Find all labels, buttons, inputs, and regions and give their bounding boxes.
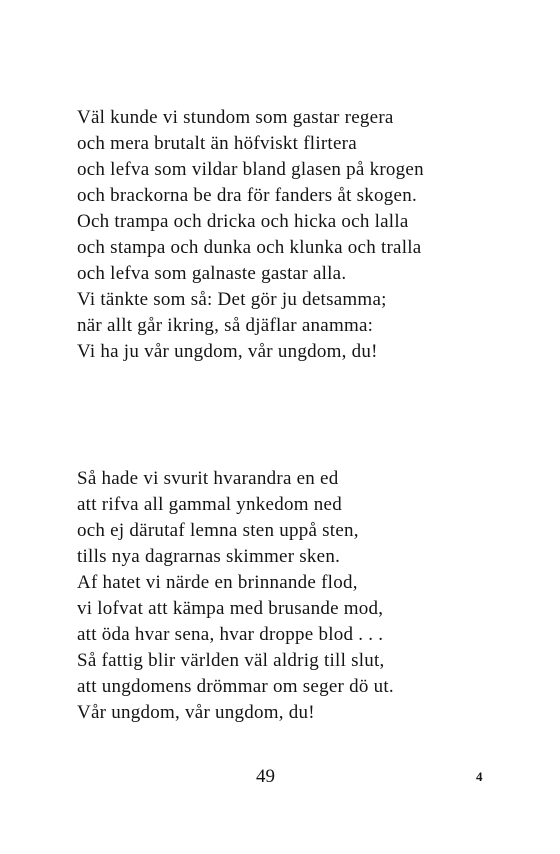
stanza-line: tills nya dagrarnas skimmer sken. — [77, 546, 341, 567]
stanza-line: Väl kunde vi stundom som gastar regera — [77, 107, 394, 128]
stanza-line: vi lofvat att kämpa med brusande mod, — [77, 598, 384, 619]
stanza-line: och lefva som galnaste gastar alla. — [77, 263, 347, 284]
stanza-line: och stampa och dunka och klunka och tralla — [77, 237, 422, 258]
stanza-line: när allt går ikring, så djäflar anamma: — [77, 315, 374, 336]
stanza-line: och mera brutalt än höfviskt flirtera — [77, 133, 357, 154]
stanza-2 — [77, 466, 394, 726]
stanza-line: och lefva som vildar bland glasen på krogen — [77, 159, 424, 180]
stanza-line: och brackorna be dra för fanders åt skogen. — [77, 185, 417, 206]
stanza-line: Vi ha ju vår ungdom, vår ungdom, du! — [77, 341, 378, 362]
page-number: 49 — [256, 766, 275, 787]
stanza-line: Af hatet vi närde en brinnande flod, — [77, 572, 358, 593]
stanza-line: Så hade vi svurit hvarandra en ed — [77, 468, 339, 489]
stanza-line: att öda hvar sena, hvar droppe blod . . . — [77, 624, 384, 645]
stanza-line: och ej därutaf lemna sten uppå sten, — [77, 520, 359, 541]
stanza-line: Vår ungdom, vår ungdom, du! — [77, 702, 315, 723]
stanza-1 — [77, 105, 424, 365]
stanza-line: Så fattig blir världen väl aldrig till slut, — [77, 650, 385, 671]
stanza-line: Vi tänkte som så: Det gör ju detsamma; — [77, 289, 387, 310]
signature-mark: 4 — [476, 769, 483, 784]
stanza-line: Och trampa och dricka och hicka och lalla — [77, 211, 409, 232]
stanza-line: att ungdomens drömmar om seger dö ut. — [77, 676, 394, 697]
stanza-line: att rifva all gammal ynkedom ned — [77, 494, 342, 515]
